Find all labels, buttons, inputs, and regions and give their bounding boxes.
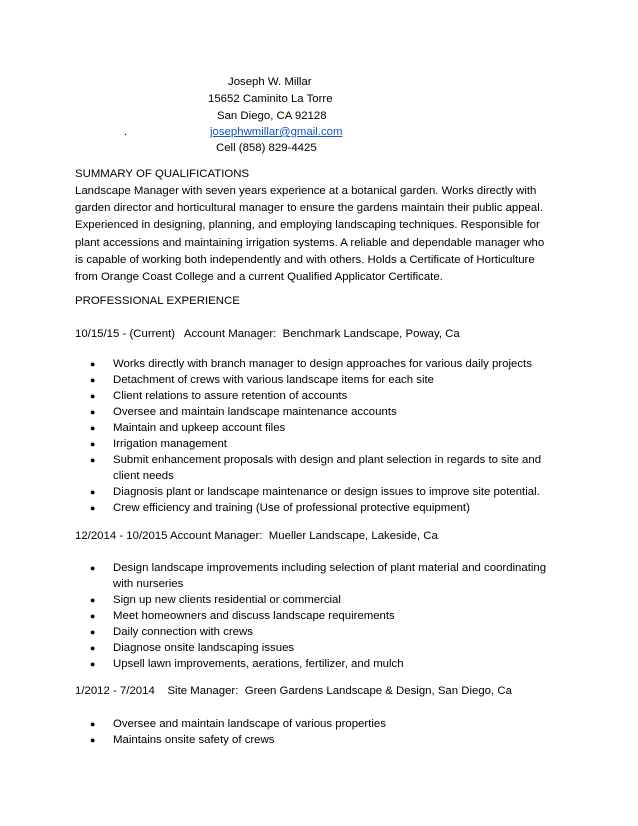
list-item: ● Upsell lawn improvements, aerations, fertilizer, and mulch bbox=[0, 656, 546, 672]
list-item: ● Detachment of crews with various landscape items for each site bbox=[0, 372, 541, 388]
summary-paragraph bbox=[75, 183, 575, 286]
list-item-continuation: client needs bbox=[113, 470, 174, 482]
list-item: ● Crew efficiency and training (Use of professional protective equipment) bbox=[0, 500, 541, 516]
list-item: ● Diagnosis plant or landscape maintenance or design issues to improve site potential. bbox=[0, 484, 541, 500]
job-title-green-gardens: 1/2012 - 7/2014 Site Manager: Green Gardens Landscape & Design, San Diego, Ca bbox=[75, 685, 512, 697]
job-bullets-mueller bbox=[0, 560, 546, 672]
list-item bbox=[0, 452, 541, 484]
list-item-continuation: with nurseries bbox=[113, 578, 184, 590]
list-item bbox=[0, 560, 546, 592]
list-item: ● Client relations to assure retention of accounts bbox=[0, 388, 541, 404]
summary-line: Experienced in designing, planning, and employing landscaping techniques. Responsible for bbox=[75, 219, 540, 232]
city-state-zip: San Diego, CA 92128 bbox=[217, 110, 327, 122]
list-item: ● Sign up new clients residential or commercial bbox=[0, 592, 546, 608]
list-item: ● Maintains onsite safety of crews bbox=[0, 732, 386, 748]
list-item: ● Diagnose onsite landscaping issues bbox=[0, 640, 546, 656]
experience-heading: PROFESSIONAL EXPERIENCE bbox=[75, 295, 240, 307]
job-title-mueller: 12/2014 - 10/2015 Account Manager: Mueller Landscape, Lakeside, Ca bbox=[75, 530, 438, 542]
summary-line: Landscape Manager with seven years experience at a botanical garden. Works directly with bbox=[75, 185, 537, 197]
list-item-text: Design landscape improvements including selection of plant material and coordinating bbox=[113, 562, 547, 574]
list-item: ● Oversee and maintain landscape of various properties bbox=[0, 716, 386, 732]
summary-line: plant accessions and maintaining irrigation systems. A reliable and dependable manager who bbox=[75, 236, 545, 249]
list-item: ● Oversee and maintain landscape maintenance accounts bbox=[0, 404, 541, 420]
stray-dot: . bbox=[124, 126, 128, 138]
summary-line: is capable of working both independently and with others. Holds a Certificate of Horticulture bbox=[75, 253, 535, 266]
job-bullets-benchmark bbox=[0, 356, 541, 516]
summary-line: from Orange Coast College and a current Qualified Applicator Certificate. bbox=[75, 271, 443, 284]
summary-line: garden director and horticultural manager to ensure the gardens maintain their public appeal. bbox=[75, 202, 543, 215]
job-bullets-green-gardens bbox=[0, 716, 386, 748]
email-link[interactable]: josephwmillar@gmail.com bbox=[210, 126, 343, 138]
list-item: ● Daily connection with crews bbox=[0, 624, 546, 640]
job-title-benchmark: 10/15/15 - (Current) Account Manager: Benchmark Landscape, Poway, Ca bbox=[75, 328, 460, 340]
list-item: ● Works directly with branch manager to design approaches for various daily projects bbox=[0, 356, 541, 372]
list-item: ● Maintain and upkeep account files bbox=[0, 420, 541, 436]
street-address: 15652 Caminito La Torre bbox=[208, 93, 333, 105]
list-item: ● Irrigation management bbox=[0, 436, 541, 452]
list-item-text: Submit enhancement proposals with design and plant selection in regards to site and bbox=[113, 454, 542, 466]
summary-heading: SUMMARY OF QUALIFICATIONS bbox=[75, 168, 250, 180]
candidate-name: Joseph W. Millar bbox=[228, 76, 312, 88]
list-item: ● Meet homeowners and discuss landscape requirements bbox=[0, 608, 546, 624]
phone-number: Cell (858) 829-4425 bbox=[216, 142, 317, 154]
